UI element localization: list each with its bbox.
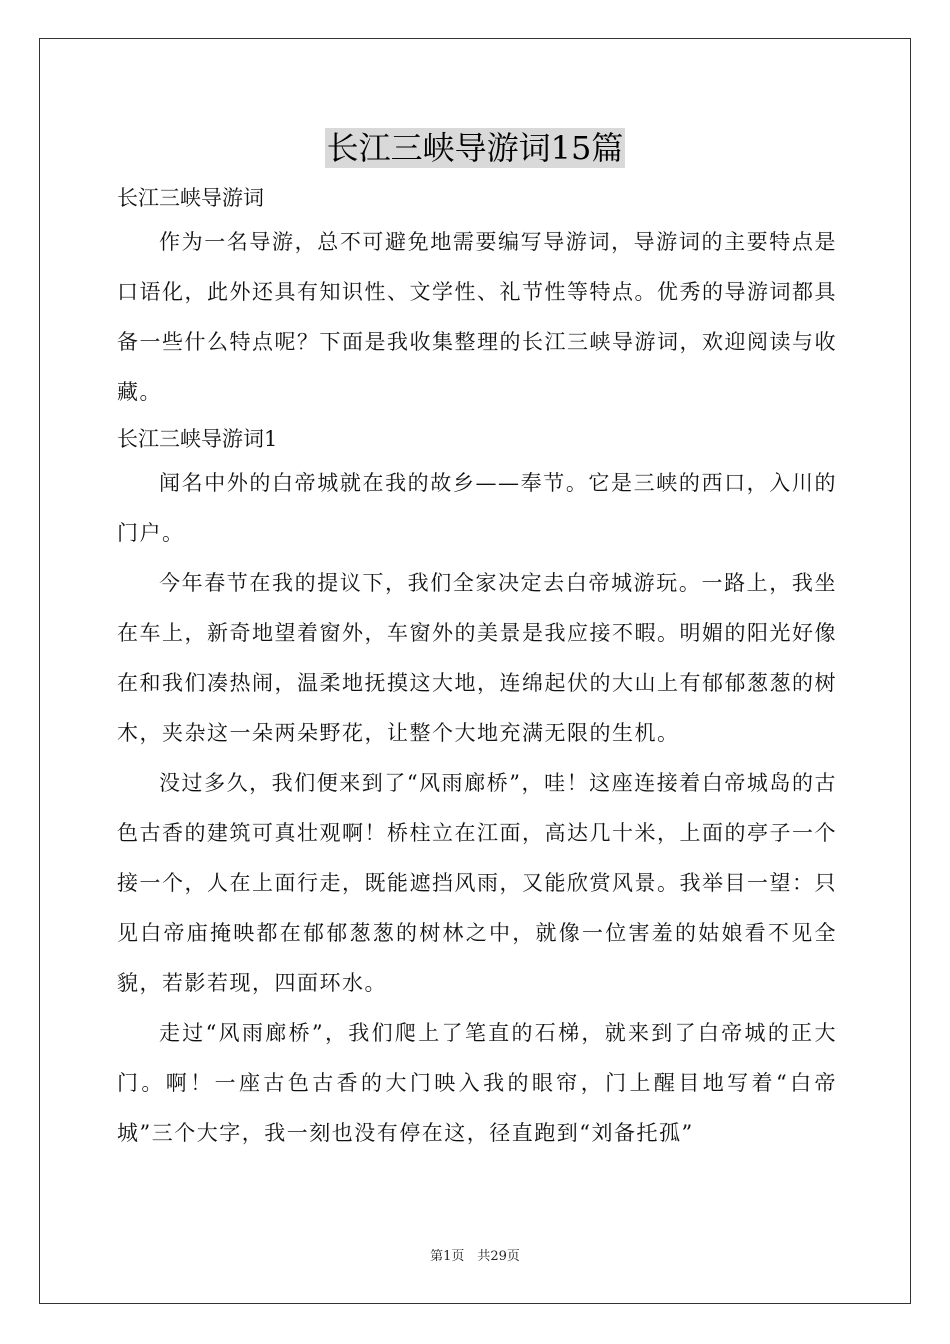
body-paragraph: 没过多久，我们便来到了“风雨廊桥”，哇！这座连接着白帝城岛的古色古香的建筑可真壮观啊！桥柱立在江面，高达几十米，上面的亭子一个接一个，人在上面行走，既能遮挡风雨，又能欣赏风景。我举目一望：只见白帝庙掩映都在郁郁葱葱的树林之中，就像一位害羞的姑娘看不见全貌，若影若现，四面环水。 [117, 771, 837, 995]
document-title: 长江三峡导游词15篇 [326, 129, 624, 167]
title-container [0, 128, 950, 168]
body-paragraph: 今年春节在我的提议下，我们全家决定去白帝城游玩。一路上，我坐在车上，新奇地望着窗外，车窗外的美景是我应接不暇。明媚的阳光好像在和我们凑热闹，温柔地抚摸这大地，连绵起伏的大山上有郁郁葱葱的树木，夹杂这一朵两朵野花，让整个大地充满无限的生机。 [117, 571, 837, 745]
page-number: 第1页 共29页 [430, 1249, 520, 1264]
page-footer [0, 1245, 950, 1264]
section-heading: 长江三峡导游词1 [117, 427, 278, 451]
body-paragraph: 闻名中外的白帝城就在我的故乡——奉节。它是三峡的西口，入川的门户。 [117, 471, 837, 545]
body-paragraph: 走过“风雨廊桥”，我们爬上了笔直的石梯，就来到了白帝城的正大门。啊！一座古色古香的大门映入我的眼帘，门上醒目地写着“白帝城”三个大字，我一刻也没有停在这，径直跑到“刘备托孤” [117, 1021, 837, 1145]
intro-paragraph: 作为一名导游，总不可避免地需要编写导游词，导游词的主要特点是口语化，此外还具有知识性、文学性、礼节性等特点。优秀的导游词都具备一些什么特点呢？下面是我收集整理的长江三峡导游词，欢迎阅读与收藏。 [117, 230, 837, 404]
document-body [117, 180, 837, 1158]
intro-heading: 长江三峡导游词 [117, 186, 264, 210]
